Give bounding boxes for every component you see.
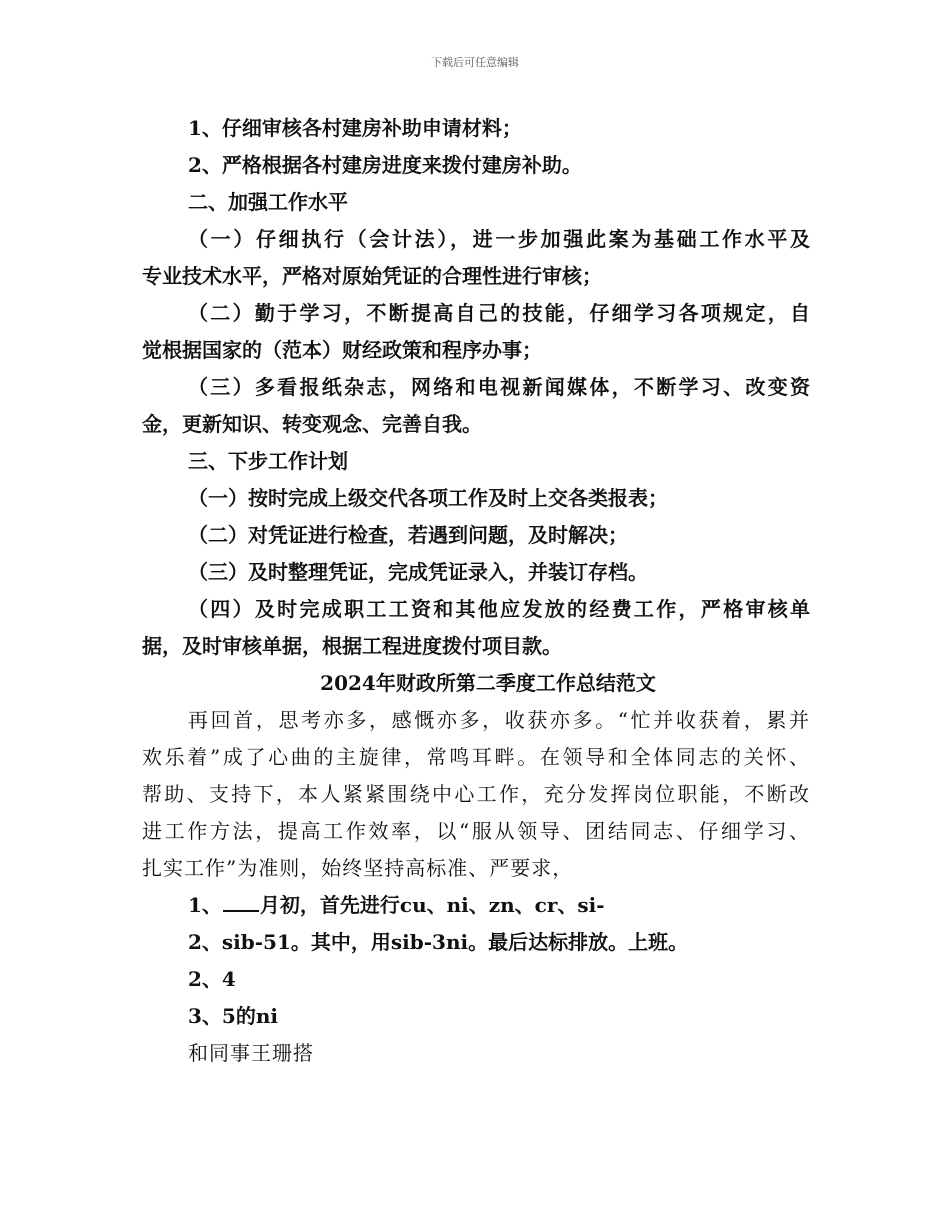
paragraph-line: 欢乐着”成了心曲的主旋律，常鸣耳畔。在领导和全体同志的关怀、 [142, 745, 810, 769]
list-item: （二）对凭证进行检查，若遇到问题，及时解决； [188, 523, 628, 547]
list-item: 2、严格根据各村建房进度来拨付建房补助。 [188, 153, 582, 177]
paragraph-line: 帮助、支持下，本人紧紧围绕中心工作，充分发挥岗位职能，不断改 [142, 782, 810, 806]
paragraph-line: 专业技术水平，严格对原始凭证的合理性进行审核； [142, 264, 602, 288]
list-item: 3、5的ni [188, 1004, 278, 1028]
paragraph-line: 和同事王珊搭 [188, 1041, 314, 1065]
document-title: 2024年财政所第二季度工作总结范文 [320, 671, 656, 695]
list-item: （三）及时整理凭证，完成凭证录入，并装订存档。 [188, 560, 648, 584]
paragraph-line: 再回首，思考亦多，感慨亦多，收获亦多。“忙并收获着，累并 [188, 708, 810, 732]
paragraph-line: （三）多看报纸杂志，网络和电视新闻媒体，不断学习、改变资 [188, 375, 810, 399]
paragraph-line: 扎实工作”为准则，始终坚持高标准、严要求， [142, 856, 574, 880]
section-heading: 二、加强工作水平 [188, 190, 348, 214]
list-item [142, 887, 810, 924]
list-item: （一）按时完成上级交代各项工作及时上交各类报表； [188, 486, 668, 510]
paragraph-line: （一）仔细执行（会计法），进一步加强此案为基础工作水平及 [188, 227, 810, 251]
item-text: 月初，首先进行cu、ni、zn、cr、si- [259, 893, 605, 917]
section-heading: 三、下步工作计划 [188, 449, 348, 473]
document-body [142, 110, 810, 1072]
paragraph-line: 进工作方法，提高工作效率，以“服从领导、团结同志、仔细学习、 [142, 819, 810, 843]
list-item: 1、仔细审核各村建房补助申请材料； [188, 116, 522, 140]
list-item: 2、4 [188, 967, 236, 991]
paragraph-line: 据，及时审核单据，根据工程进度拨付项目款。 [142, 634, 562, 658]
page-header: 下载后可任意编辑 [431, 56, 519, 69]
paragraph-line: 觉根据国家的（范本）财经政策和程序办事； [142, 338, 542, 362]
fill-blank [223, 892, 259, 912]
item-number: 1、 [188, 893, 222, 917]
list-item: 2、sib-51。其中，用sib-3ni。最后达标排放。上班。 [188, 930, 689, 954]
paragraph-line: 金，更新知识、转变观念、完善自我。 [142, 412, 482, 436]
paragraph-line: （二）勤于学习，不断提高自己的技能，仔细学习各项规定，自 [188, 301, 810, 325]
paragraph-line: （四）及时完成职工工资和其他应发放的经费工作，严格审核单 [188, 597, 810, 621]
